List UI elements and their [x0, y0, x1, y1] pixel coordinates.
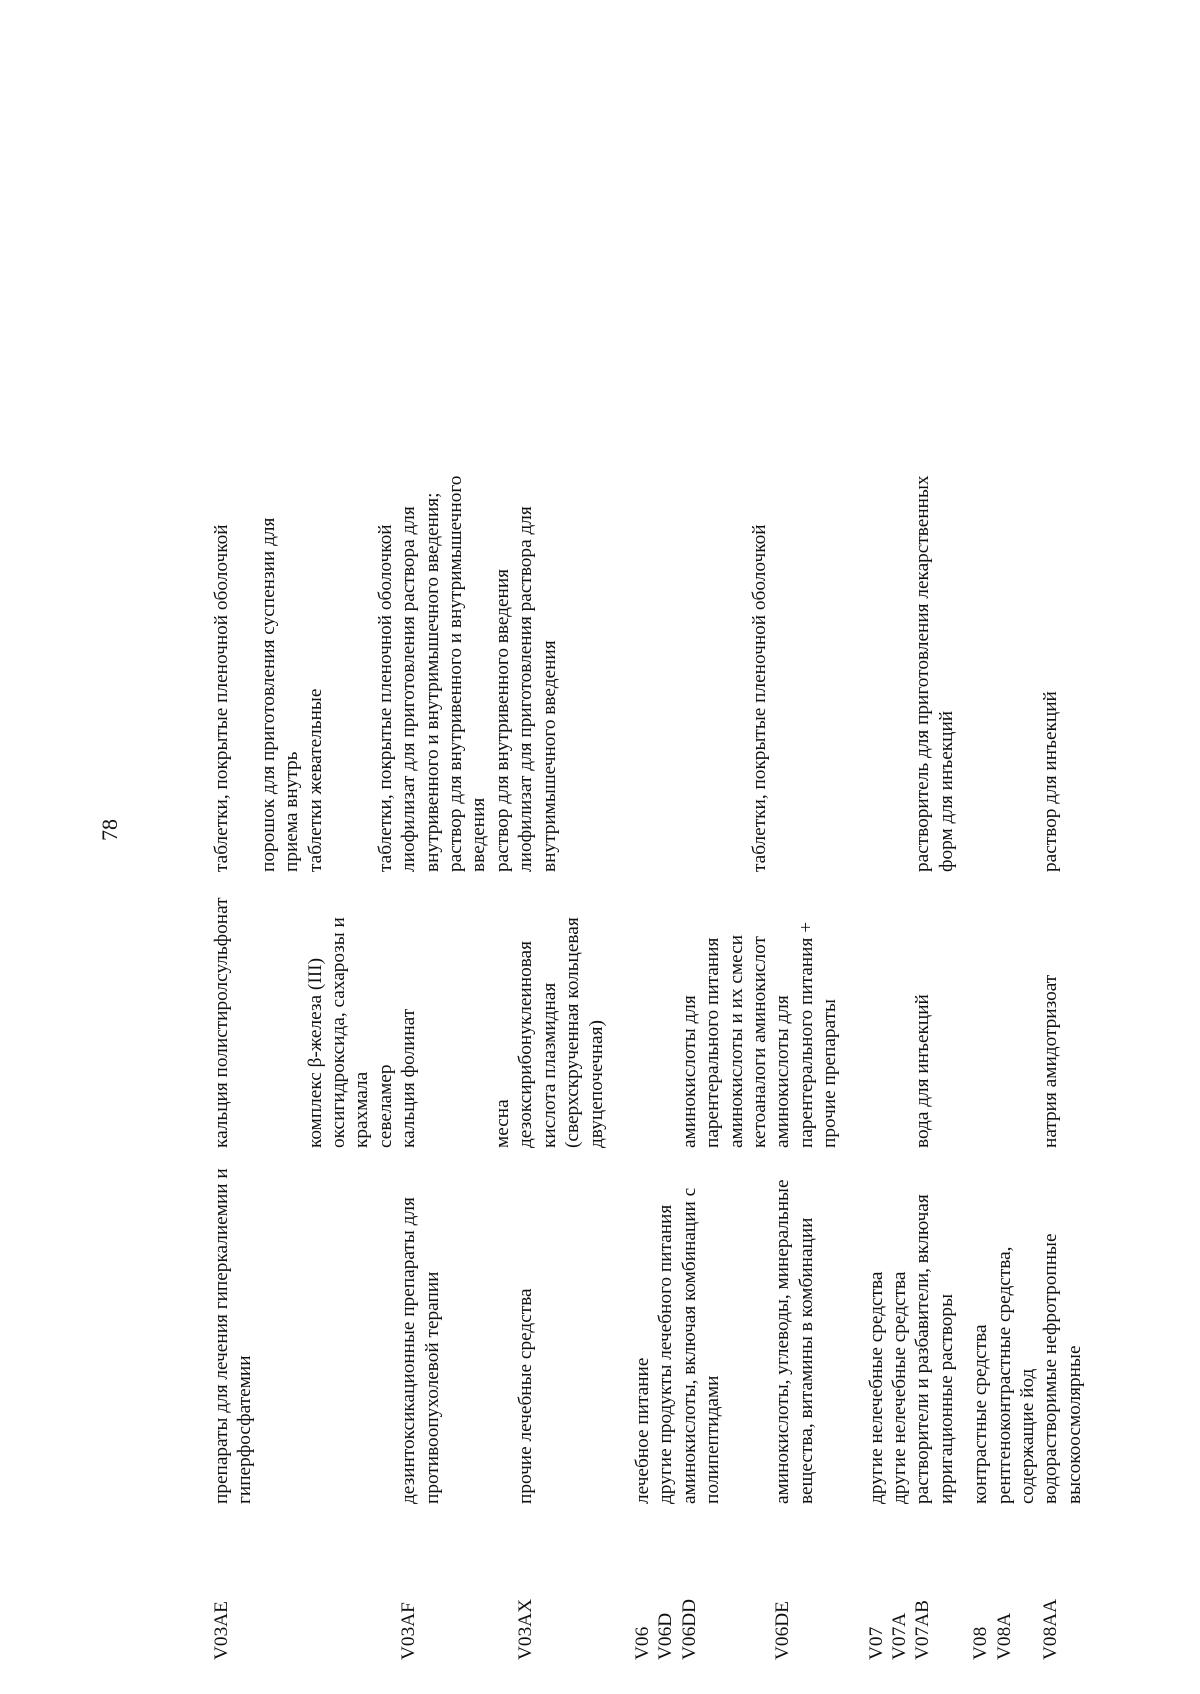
atc-code: V06DE: [772, 1601, 794, 1660]
drug-name: кальция фолинат: [398, 1008, 420, 1148]
page-number: 78: [97, 819, 122, 841]
atc-code: V06D: [655, 1612, 677, 1660]
drug-name: дезоксирибонуклеиновая кислота плазмидная (сверхскрученная кольцевая двуцепочечная): [515, 917, 607, 1148]
atc-code: V07: [865, 1626, 887, 1660]
atc-code: V03AX: [515, 1598, 537, 1660]
table-row: [257, 60, 304, 1660]
dosage-form: таблетки, покрытые пленочной оболочкой: [748, 524, 770, 872]
dosage-form: лиофилизат для приготовления раствора для внутривенного и внутримышечного введения; раствор для внутривенного и внутримышечного введения: [398, 475, 490, 872]
atc-group: аминокислоты, включая комбинации с полипептидами: [678, 1187, 724, 1504]
dosage-form: таблетки жевательные: [304, 688, 326, 872]
atc-group: прочие лечебные средства: [515, 1288, 537, 1504]
row-spacer: [842, 60, 865, 1660]
atc-group: контрастные средства: [970, 1324, 992, 1504]
table-row: [993, 60, 1040, 1660]
atc-code: V03AE: [211, 1601, 232, 1660]
atc-code: V08AA: [1040, 1598, 1062, 1660]
dosage-form: раствор для инъекций: [1040, 691, 1062, 872]
table-row: [771, 60, 841, 1660]
atc-group: рентгеноконтрастные средства, содержащие йод: [993, 1246, 1038, 1504]
drug-name: аминокислоты для парентерального питания + прочие препараты: [772, 921, 841, 1148]
table-row: [397, 60, 491, 1660]
table-row: [654, 60, 677, 1660]
table-row: [725, 60, 748, 1660]
table-row: [514, 60, 608, 1660]
table-row: [888, 60, 911, 1660]
atc-group: другие продукты лечебного питания: [655, 1204, 677, 1504]
drug-name: аминокислоты для парентерального питания: [678, 937, 724, 1148]
drug-name: комплекс β-железа (III) оксигидроксида, сахарозы и крахмала: [304, 917, 373, 1148]
atc-code: V07A: [888, 1612, 910, 1660]
rotated-table: [210, 60, 1085, 1660]
atc-group: аминокислоты, углеводы, минеральные вещества, витамины в комбинации: [772, 1179, 817, 1504]
drug-name: вода для инъекций: [912, 994, 934, 1148]
drug-name: натрия амидотризоат: [1040, 974, 1062, 1148]
drug-name: аминокислоты и их смеси: [725, 934, 747, 1148]
atc-code: V06: [631, 1626, 653, 1660]
atc-group: водорастворимые нефротропные высокоосмолярные: [1040, 1233, 1085, 1504]
drug-name: севеламер: [374, 1064, 396, 1148]
table-row: [1039, 60, 1086, 1660]
table-row: [911, 60, 958, 1660]
dosage-form: раствор для внутривенного введения: [491, 568, 513, 872]
table-row: [304, 60, 374, 1660]
atc-code: V08: [970, 1626, 992, 1660]
atc-code: V07AB: [912, 1600, 934, 1660]
row-spacer: [958, 60, 969, 1660]
table-row: [678, 60, 725, 1660]
drug-name: кетоаналоги аминокислот: [748, 936, 770, 1148]
drug-name: кальция полистиролсульфонат: [211, 897, 232, 1148]
atc-code: V03AF: [398, 1602, 420, 1660]
table-row: [210, 60, 257, 1660]
dosage-form: растворитель для приготовления лекарственных форм для инъекций: [912, 475, 957, 872]
dosage-form: таблетки, покрытые пленочной оболочкой: [374, 524, 396, 872]
table-row: [631, 60, 654, 1660]
atc-code: V08A: [993, 1612, 1015, 1660]
atc-group: лечебное питание: [631, 1357, 653, 1504]
dosage-form: лиофилизат для приготовления раствора для внутримышечного введения: [515, 506, 560, 872]
atc-code: V06DD: [678, 1598, 700, 1660]
row-spacer: [608, 60, 631, 1660]
dosage-form: порошок для приготовления суспензии для приема внутрь: [257, 517, 303, 872]
table-row: [748, 60, 771, 1660]
drug-name: месна: [491, 1099, 513, 1148]
table-row: [374, 60, 397, 1660]
atc-group: препараты для лечения гиперкалиемии и гиперфосфатемии: [211, 1168, 256, 1504]
atc-group: растворители и разбавители, включая ирригационные растворы: [912, 1194, 957, 1504]
atc-group: другие нелечебные средства: [865, 1271, 887, 1504]
table-row: [491, 60, 514, 1660]
table-row: [865, 60, 888, 1660]
table-row: [969, 60, 992, 1660]
dosage-form: таблетки, покрытые пленочной оболочкой: [211, 524, 232, 872]
atc-group: другие нелечебные средства: [888, 1271, 910, 1504]
atc-group: дезинтоксикационные препараты для противоопухолевой терапии: [398, 1197, 443, 1504]
